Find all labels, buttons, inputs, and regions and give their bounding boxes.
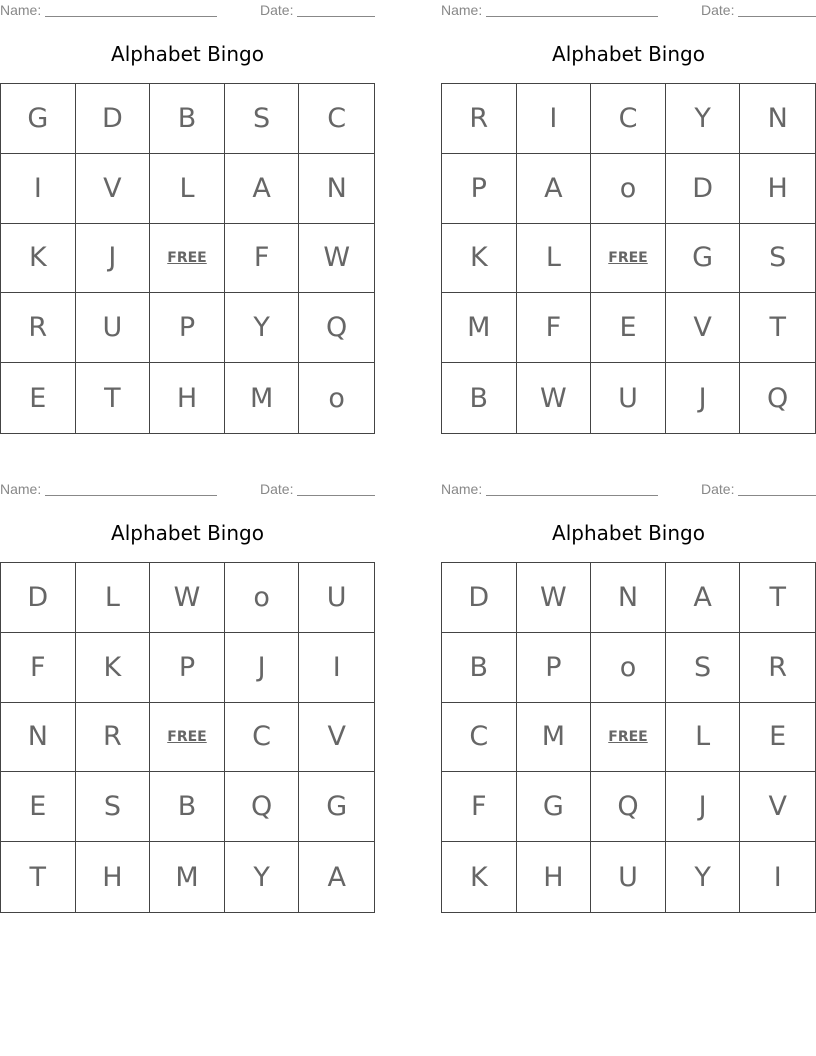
bingo-cell: G <box>517 772 592 842</box>
bingo-cell: K <box>442 842 517 912</box>
bingo-cell: D <box>442 563 517 633</box>
bingo-cell: H <box>517 842 592 912</box>
bingo-cell: A <box>225 154 300 224</box>
card-header <box>0 0 375 22</box>
bingo-cell: E <box>591 293 666 363</box>
name-label: Name: <box>441 2 483 18</box>
bingo-grid <box>0 562 375 913</box>
bingo-cell: K <box>442 224 517 294</box>
bingo-cell: L <box>150 154 225 224</box>
bingo-cell: V <box>666 293 741 363</box>
bingo-cell: C <box>442 703 517 773</box>
bingo-cell: R <box>442 84 517 154</box>
card-title: Alphabet Bingo <box>552 521 705 545</box>
bingo-cell: S <box>76 772 151 842</box>
bingo-cell: L <box>517 224 592 294</box>
bingo-cell: Q <box>299 293 374 363</box>
bingo-cell: R <box>740 633 815 703</box>
bingo-cell: U <box>299 563 374 633</box>
bingo-cell: N <box>740 84 815 154</box>
bingo-cell: W <box>150 563 225 633</box>
bingo-cell: A <box>327 861 346 893</box>
bingo-cell: Y <box>666 84 741 154</box>
bingo-cell: D <box>76 84 151 154</box>
bingo-cell: M <box>517 703 592 773</box>
bingo-cell: Q <box>591 772 666 842</box>
bingo-cell: C <box>225 703 300 773</box>
date-field[interactable] <box>738 495 816 496</box>
bingo-cell: F <box>1 633 76 703</box>
bingo-cell: H <box>150 363 225 433</box>
bingo-cell: J <box>76 224 151 294</box>
bingo-cell: D <box>666 154 741 224</box>
bingo-cell: M <box>225 363 300 433</box>
free-space-cell: FREE <box>591 224 666 294</box>
bingo-cell: o <box>328 382 345 414</box>
bingo-cell: B <box>442 633 517 703</box>
name-label: Name: <box>441 481 483 497</box>
bingo-cell: S <box>225 84 300 154</box>
bingo-cell: V <box>76 154 151 224</box>
bingo-cell: Q <box>767 382 789 414</box>
bingo-cell: W <box>299 224 374 294</box>
bingo-cell: E <box>740 703 815 773</box>
bingo-cell: C <box>591 84 666 154</box>
bingo-cell: L <box>666 703 741 773</box>
bingo-cell: G <box>666 224 741 294</box>
bingo-cell: K <box>1 224 76 294</box>
date-label: Date: <box>260 2 294 18</box>
card-title: Alphabet Bingo <box>552 42 705 66</box>
bingo-cell: U <box>591 363 666 433</box>
bingo-cell: F <box>442 772 517 842</box>
date-label: Date: <box>701 481 735 497</box>
bingo-cell: T <box>740 293 815 363</box>
bingo-cell: T <box>1 842 76 912</box>
bingo-cell: B <box>150 84 225 154</box>
bingo-cell: V <box>740 772 815 842</box>
bingo-cell: N <box>1 703 76 773</box>
bingo-cell: o <box>591 633 666 703</box>
bingo-cell: H <box>740 154 815 224</box>
date-field[interactable] <box>738 16 816 17</box>
date-label: Date: <box>701 2 735 18</box>
bingo-cell: N <box>299 154 374 224</box>
date-label: Date: <box>260 481 294 497</box>
bingo-cell: U <box>76 293 151 363</box>
bingo-cell: J <box>666 363 741 433</box>
bingo-cell: W <box>517 363 592 433</box>
bingo-cell: K <box>76 633 151 703</box>
bingo-cell: L <box>76 563 151 633</box>
card-title: Alphabet Bingo <box>111 42 264 66</box>
bingo-cell: R <box>1 293 76 363</box>
free-space-cell: FREE <box>591 703 666 773</box>
bingo-cell: N <box>591 563 666 633</box>
bingo-cell: A <box>666 563 741 633</box>
bingo-card <box>441 0 816 434</box>
bingo-grid <box>0 83 375 434</box>
bingo-cell: W <box>517 563 592 633</box>
bingo-cell: J <box>666 772 741 842</box>
free-space-cell: FREE <box>150 703 225 773</box>
bingo-grid <box>441 83 816 434</box>
bingo-cell: H <box>76 842 151 912</box>
bingo-cell: P <box>442 154 517 224</box>
bingo-cell: Y <box>225 842 300 912</box>
bingo-cell: F <box>517 293 592 363</box>
card-header <box>441 0 816 22</box>
bingo-cell: I <box>299 633 374 703</box>
bingo-cell: E <box>1 363 76 433</box>
card-header <box>0 479 375 501</box>
bingo-cell: S <box>666 633 741 703</box>
free-space-cell: FREE <box>150 224 225 294</box>
bingo-cell: M <box>150 842 225 912</box>
name-field[interactable] <box>45 16 217 17</box>
bingo-card <box>0 479 375 913</box>
bingo-cell: I <box>1 154 76 224</box>
bingo-cell: T <box>740 563 815 633</box>
bingo-cell: o <box>591 154 666 224</box>
card-header <box>441 479 816 501</box>
name-field[interactable] <box>486 495 658 496</box>
bingo-cell: D <box>1 563 76 633</box>
bingo-cell: S <box>740 224 815 294</box>
bingo-cell: C <box>299 84 374 154</box>
date-field[interactable] <box>297 16 375 17</box>
bingo-cell: Q <box>225 772 300 842</box>
bingo-grid <box>441 562 816 913</box>
bingo-cell: F <box>225 224 300 294</box>
bingo-cell: T <box>76 363 151 433</box>
bingo-cell: o <box>225 563 300 633</box>
bingo-cell: G <box>299 772 374 842</box>
bingo-cell: G <box>1 84 76 154</box>
bingo-cell: I <box>773 861 782 893</box>
bingo-cell: Y <box>225 293 300 363</box>
bingo-cell: A <box>517 154 592 224</box>
name-label: Name: <box>0 481 42 497</box>
date-field[interactable] <box>297 495 375 496</box>
bingo-cell: B <box>150 772 225 842</box>
bingo-cell: R <box>76 703 151 773</box>
bingo-cell: I <box>517 84 592 154</box>
bingo-cell: P <box>150 293 225 363</box>
bingo-cell: Y <box>666 842 741 912</box>
bingo-cell: P <box>517 633 592 703</box>
bingo-cell: B <box>442 363 517 433</box>
bingo-cell: U <box>591 842 666 912</box>
card-title: Alphabet Bingo <box>111 521 264 545</box>
bingo-cell: V <box>299 703 374 773</box>
bingo-card <box>0 0 375 434</box>
bingo-cell: E <box>1 772 76 842</box>
name-field[interactable] <box>45 495 217 496</box>
name-label: Name: <box>0 2 42 18</box>
bingo-card <box>441 479 816 913</box>
bingo-cell: J <box>225 633 300 703</box>
bingo-cell: P <box>150 633 225 703</box>
bingo-cell: M <box>442 293 517 363</box>
name-field[interactable] <box>486 16 658 17</box>
